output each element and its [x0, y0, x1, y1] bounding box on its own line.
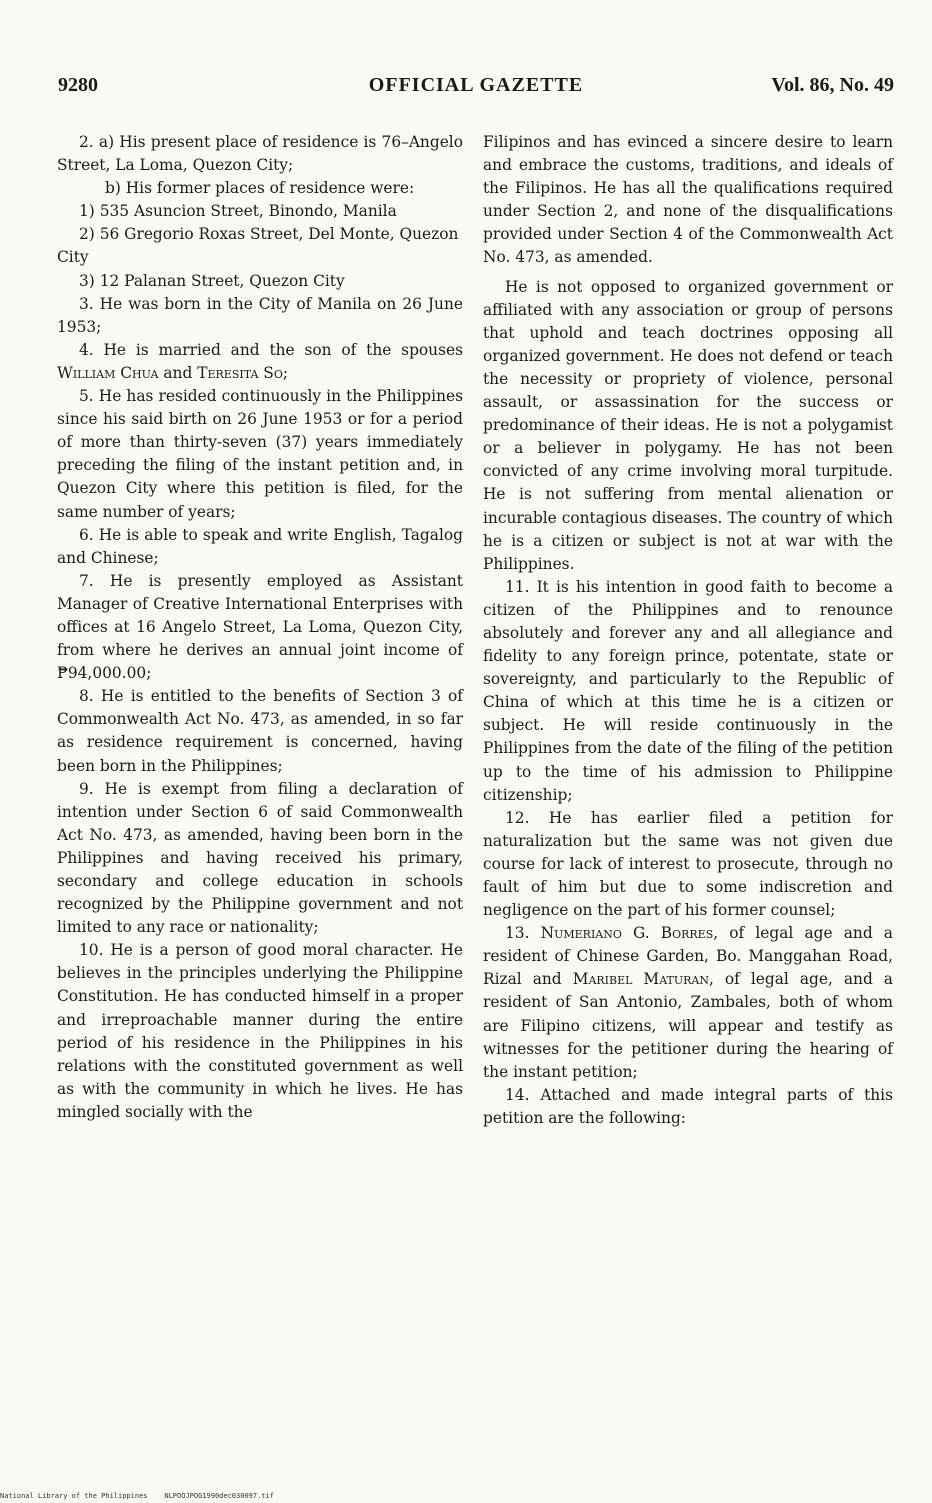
library-credit: National Library of the Philippines: [0, 1492, 148, 1500]
former-residence-2: 2) 56 Gregorio Roxas Street, Del Monte, Quezon City: [57, 225, 459, 267]
paragraph-8: 8. He is entitled to the benefits of Section 3 of Commonwealth Act No. 473, as amended, in so far as residence requirement is concerned, having been born in the Philippines;: [57, 687, 463, 775]
page-header: [58, 74, 894, 100]
former-residence-3: 3) 12 Palanan Street, Quezon City: [79, 271, 345, 290]
page-number: 9280: [58, 74, 98, 96]
file-id: NLPOOJPOG1990dec030097.tif: [164, 1492, 274, 1500]
former-residence-1: 1) 535 Asuncion Street, Binondo, Manila: [79, 202, 397, 221]
paragraph-3: 3. He was born in the City of Manila on 26 June 1953;: [57, 294, 463, 336]
witness-1-name: Numeriano G. Borres: [540, 924, 714, 943]
scan-footer: [0, 1492, 274, 1500]
paragraph-5: 5. He has resided continuously in the Philippines since his said birth on 26 June 1953 or for a period of more than thirty-seven (37) years immediately preceding the filing of the instant petition and, in Quezon City where this petition is filed, for the same number of years;: [57, 387, 463, 521]
paragraph-14: 14. Attached and made integral parts of this petition are the following:: [483, 1085, 893, 1127]
paragraph-10: 10. He is a person of good moral character. He believes in the principles underlying the Philippine Constitution. He has conducted himself in a proper and irreproachable manner during the entire period of his residence in the Philippines in his relations with the constituted government as well as with the community in which he lives. He has mingled socially with the: [57, 941, 463, 1121]
paragraph-12: 12. He has earlier filed a petition for naturalization but the same was not given due course for lack of interest to prosecute, through no fault of him but due to some indiscretion and negligence on the part of his former counsel;: [483, 808, 893, 920]
witness-2-name: Maribel Maturan: [572, 970, 709, 989]
paragraph-9: 9. He is exempt from filing a declaration of intention under Section 6 of said Commonwealth Act No. 473, as amended, having been born in the Philippines and having received his primary, secondary and college education in schools recognized by the Philippine government and not limited to any race or nationality;: [57, 779, 463, 937]
father-name: William Chua: [57, 363, 159, 382]
paragraph-13: 13. Numeriano G. Borres, of legal age and a resident of Chinese Garden, Bo. Manggahan Road, Rizal and Maribel Maturan, of legal age, and a resident of San Antonio, Zambales, both of whom are Filipino citizens, will appear and testify as witnesses for the petitioner during the hearing of the instant petition;: [483, 924, 893, 1081]
paragraph-10-continued: Filipinos and has evinced a sincere desire to learn and embrace the customs, traditions, and ideals of the Filipinos. He has all the qualifications required under Section 2, and none of the disqualifications provided under Section 4 of the Commonwealth Act No. 473, as amended.: [483, 133, 893, 267]
paragraph-7: 7. He is presently employed as Assistant Manager of Creative International Enterprises with offices at 16 Angelo Street, La Loma, Quezon City, from where he derives an annual joint income of ₱94,000.00;: [57, 571, 463, 683]
publication-title: OFFICIAL GAZETTE: [368, 74, 584, 96]
paragraph-4: 4. He is married and the son of the spouses William Chua and Teresita So;: [57, 340, 463, 382]
paragraph-2b: b) His former places of residence were:: [105, 179, 415, 198]
right-column: [483, 131, 893, 1130]
mother-name: Teresita So: [197, 363, 283, 382]
paragraph-11: 11. It is his intention in good faith to become a citizen of the Philippines and to renounce absolutely and forever any and all allegiance and fidelity to any foreign prince, potentate, state or sovereignty, and particularly to the Republic of China of which at this time he is a citizen or subject. He will reside continuously in the Philippines from the date of the filing of the petition up to the time of his admission to Philippine citizenship;: [483, 577, 893, 804]
paragraph-2a: 2. a) His present place of residence is 76–Angelo Street, La Loma, Quezon City;: [57, 133, 463, 175]
paragraph-6: 6. He is able to speak and write English, Tagalog and Chinese;: [57, 525, 463, 567]
paragraph-10b: He is not opposed to organized government or affiliated with any association or group of persons that uphold and teach doctrines opposing all organized government. He does not defend or teach the necessity or propriety of violence, personal assault, or assassination for the success or predominance of their ideas. He is not a polygamist or a believer in polygamy. He has not been convicted of any crime involving moral turpitude. He is not suffering from mental alienation or incurable contagious diseases. The country of which he is a citizen or subject is not at war with the Philippines.: [483, 277, 893, 573]
left-column: [57, 131, 463, 1124]
volume-issue: Vol. 86, No. 49: [771, 74, 894, 96]
